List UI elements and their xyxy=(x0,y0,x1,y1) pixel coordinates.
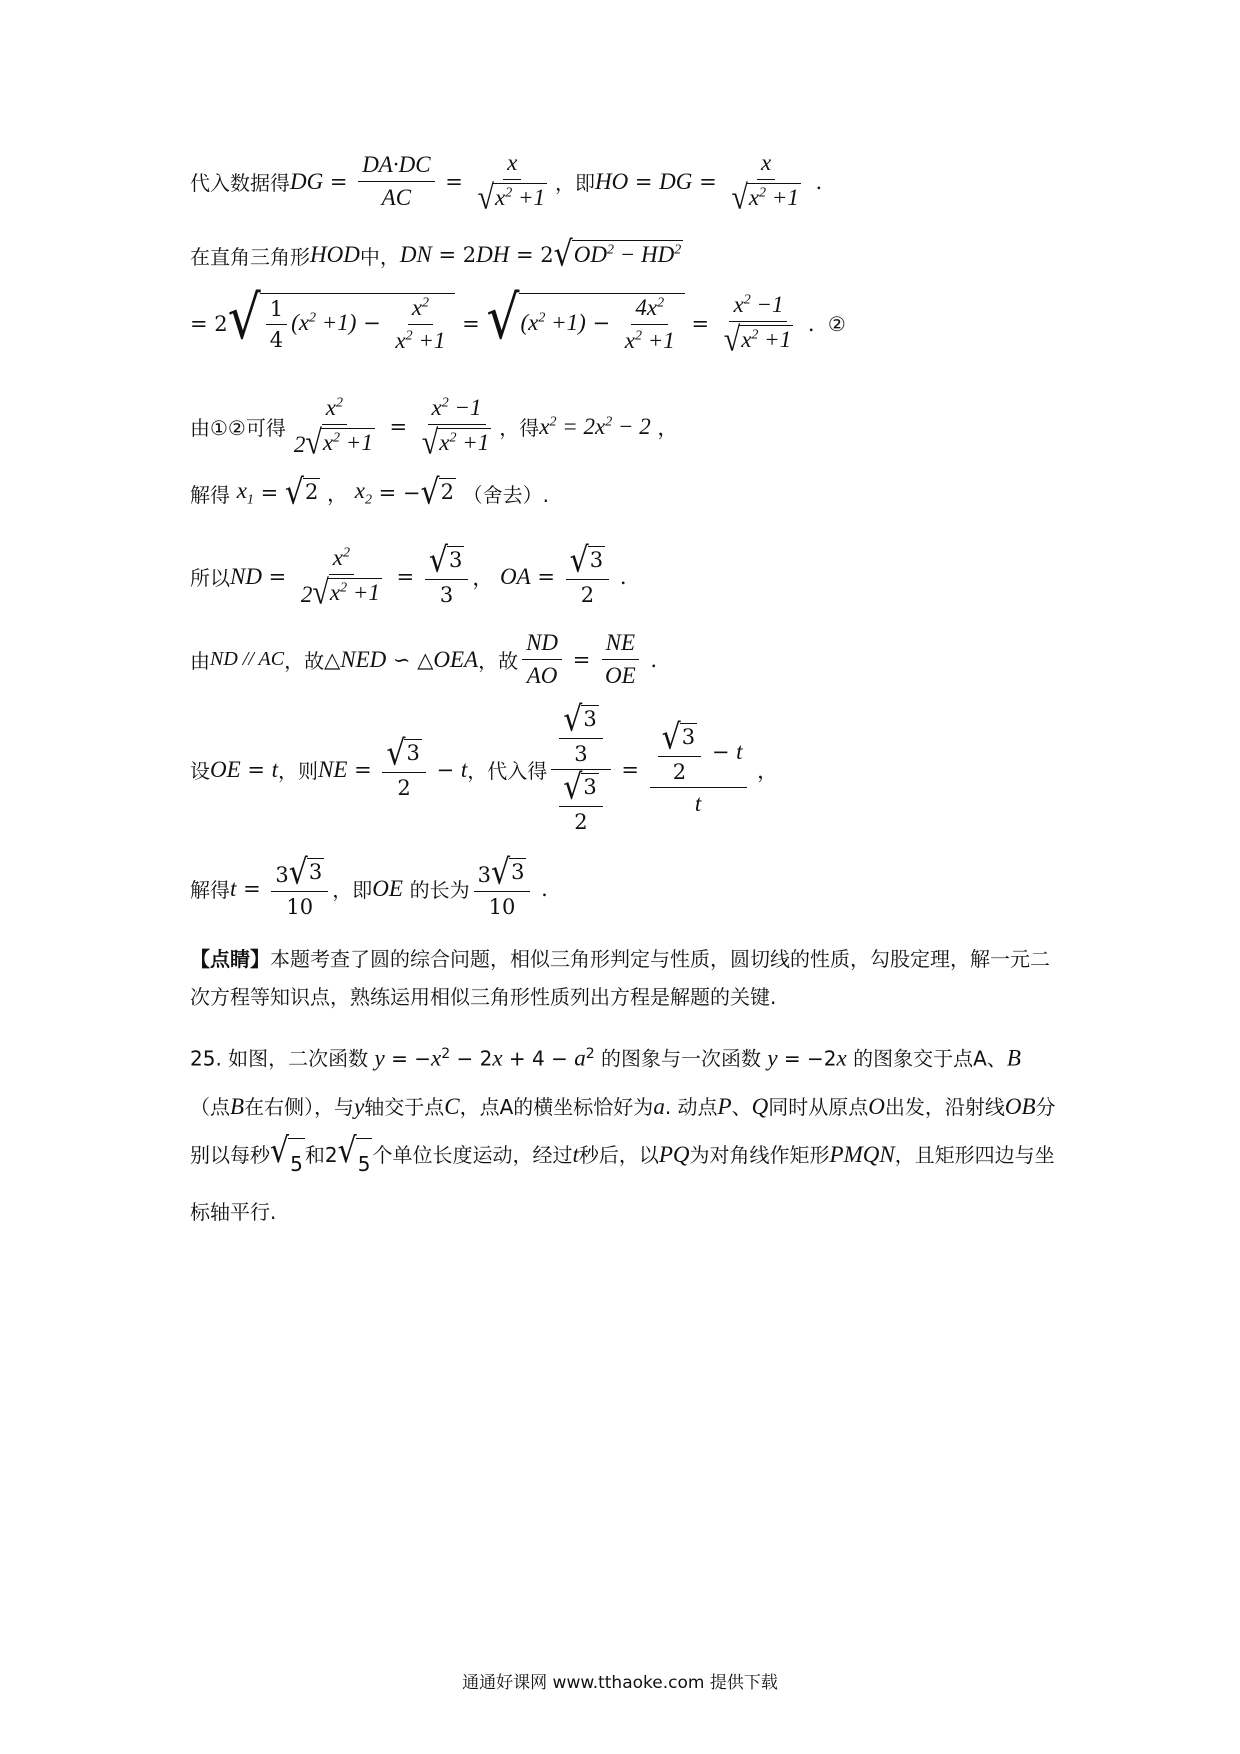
equation-line-6: 所以 ND = $x^2$ 2 √ $x^2 +1$ = √ 3 3 ， OA = √ 3 2 . xyxy=(190,540,627,612)
equation-line-9: 解得 t = 3 √ 3 10 ，即 OE 的长为 3 √ 3 10 . xyxy=(190,852,548,919)
comment-text: 本题考查了圆的综合问题，相似三角形判定与性质，圆切线的性质，勾股定理，解一元二次方程等知识点，熟练运用相似三角形性质列出方程是解题的关键. xyxy=(190,947,1050,1009)
equation-line-7: 由 ND // AC ，故 △ NED ∽ △ OEA ，故 $\frac{ND}{AO}$ = $\frac{NE}{OE}$ . xyxy=(190,630,658,688)
comment-tag: 【点睛】 xyxy=(190,947,270,971)
problem-25: 25. 如图，二次函数 $y = -x^2 - 2x + 4 - a^2$ 的图象与一次函数 y = −2x 的图象交于点A、B（点B在右侧），与y轴交于点C，点A的横坐标恰好为a. 动点P、Q同时从原点O出发，沿射线OB分别以每秒 √ 5 和2 √ 5 个单位长度运动，经过t秒后，以PQ为对角线作矩形PMQN，且矩形四边与坐标轴平行. xyxy=(190,1045,1056,1224)
equation-line-3: = 2 √ $\frac{1}{4}$ $(x^2 +1)$ − $\frac{x^2}{x^2 +1}$ = √ $(x^2 +1)$ − $\frac{4x^2}{x^2 +1}$ = $x^2 -1$ √ $x^2 +1$ . ② xyxy=(190,283,846,359)
page-footer: 通通好课网 www.tthaoke.com 提供下载 xyxy=(462,1673,778,1693)
problem-number: 25. xyxy=(190,1046,222,1071)
equation-line-2: 在直角三角形 HOD 中， DN = 2 DH = 2 √ $OD^2 - HD^2$ xyxy=(190,234,682,275)
equation-line-5: 解得 $x_1$ = √ 2 ， $x_2$ = − √ 2 （舍去）. xyxy=(190,472,550,513)
equation-line-8: 设 OE = t ，则 NE = √ 3 2 − t ，代入得 √ 3 3 √ 3 2 = √ 3 2 − t t ， xyxy=(190,699,779,834)
equation-line-1: 代入数据得 DG = $\frac{DA\cdot DC}{AC}$ = x √ $x^2 +1$ ，即 HO = DG = x √ $x^2 +1$ . xyxy=(190,150,823,217)
comment-paragraph xyxy=(190,940,1060,1016)
equation-line-4: 由①②可得 $x^2$ 2 √ $x^2 +1$ = $x^2 -1$ √ $x^2 +1$ ，得 $x^2 = 2x^2 - 2$ ， xyxy=(190,395,679,462)
